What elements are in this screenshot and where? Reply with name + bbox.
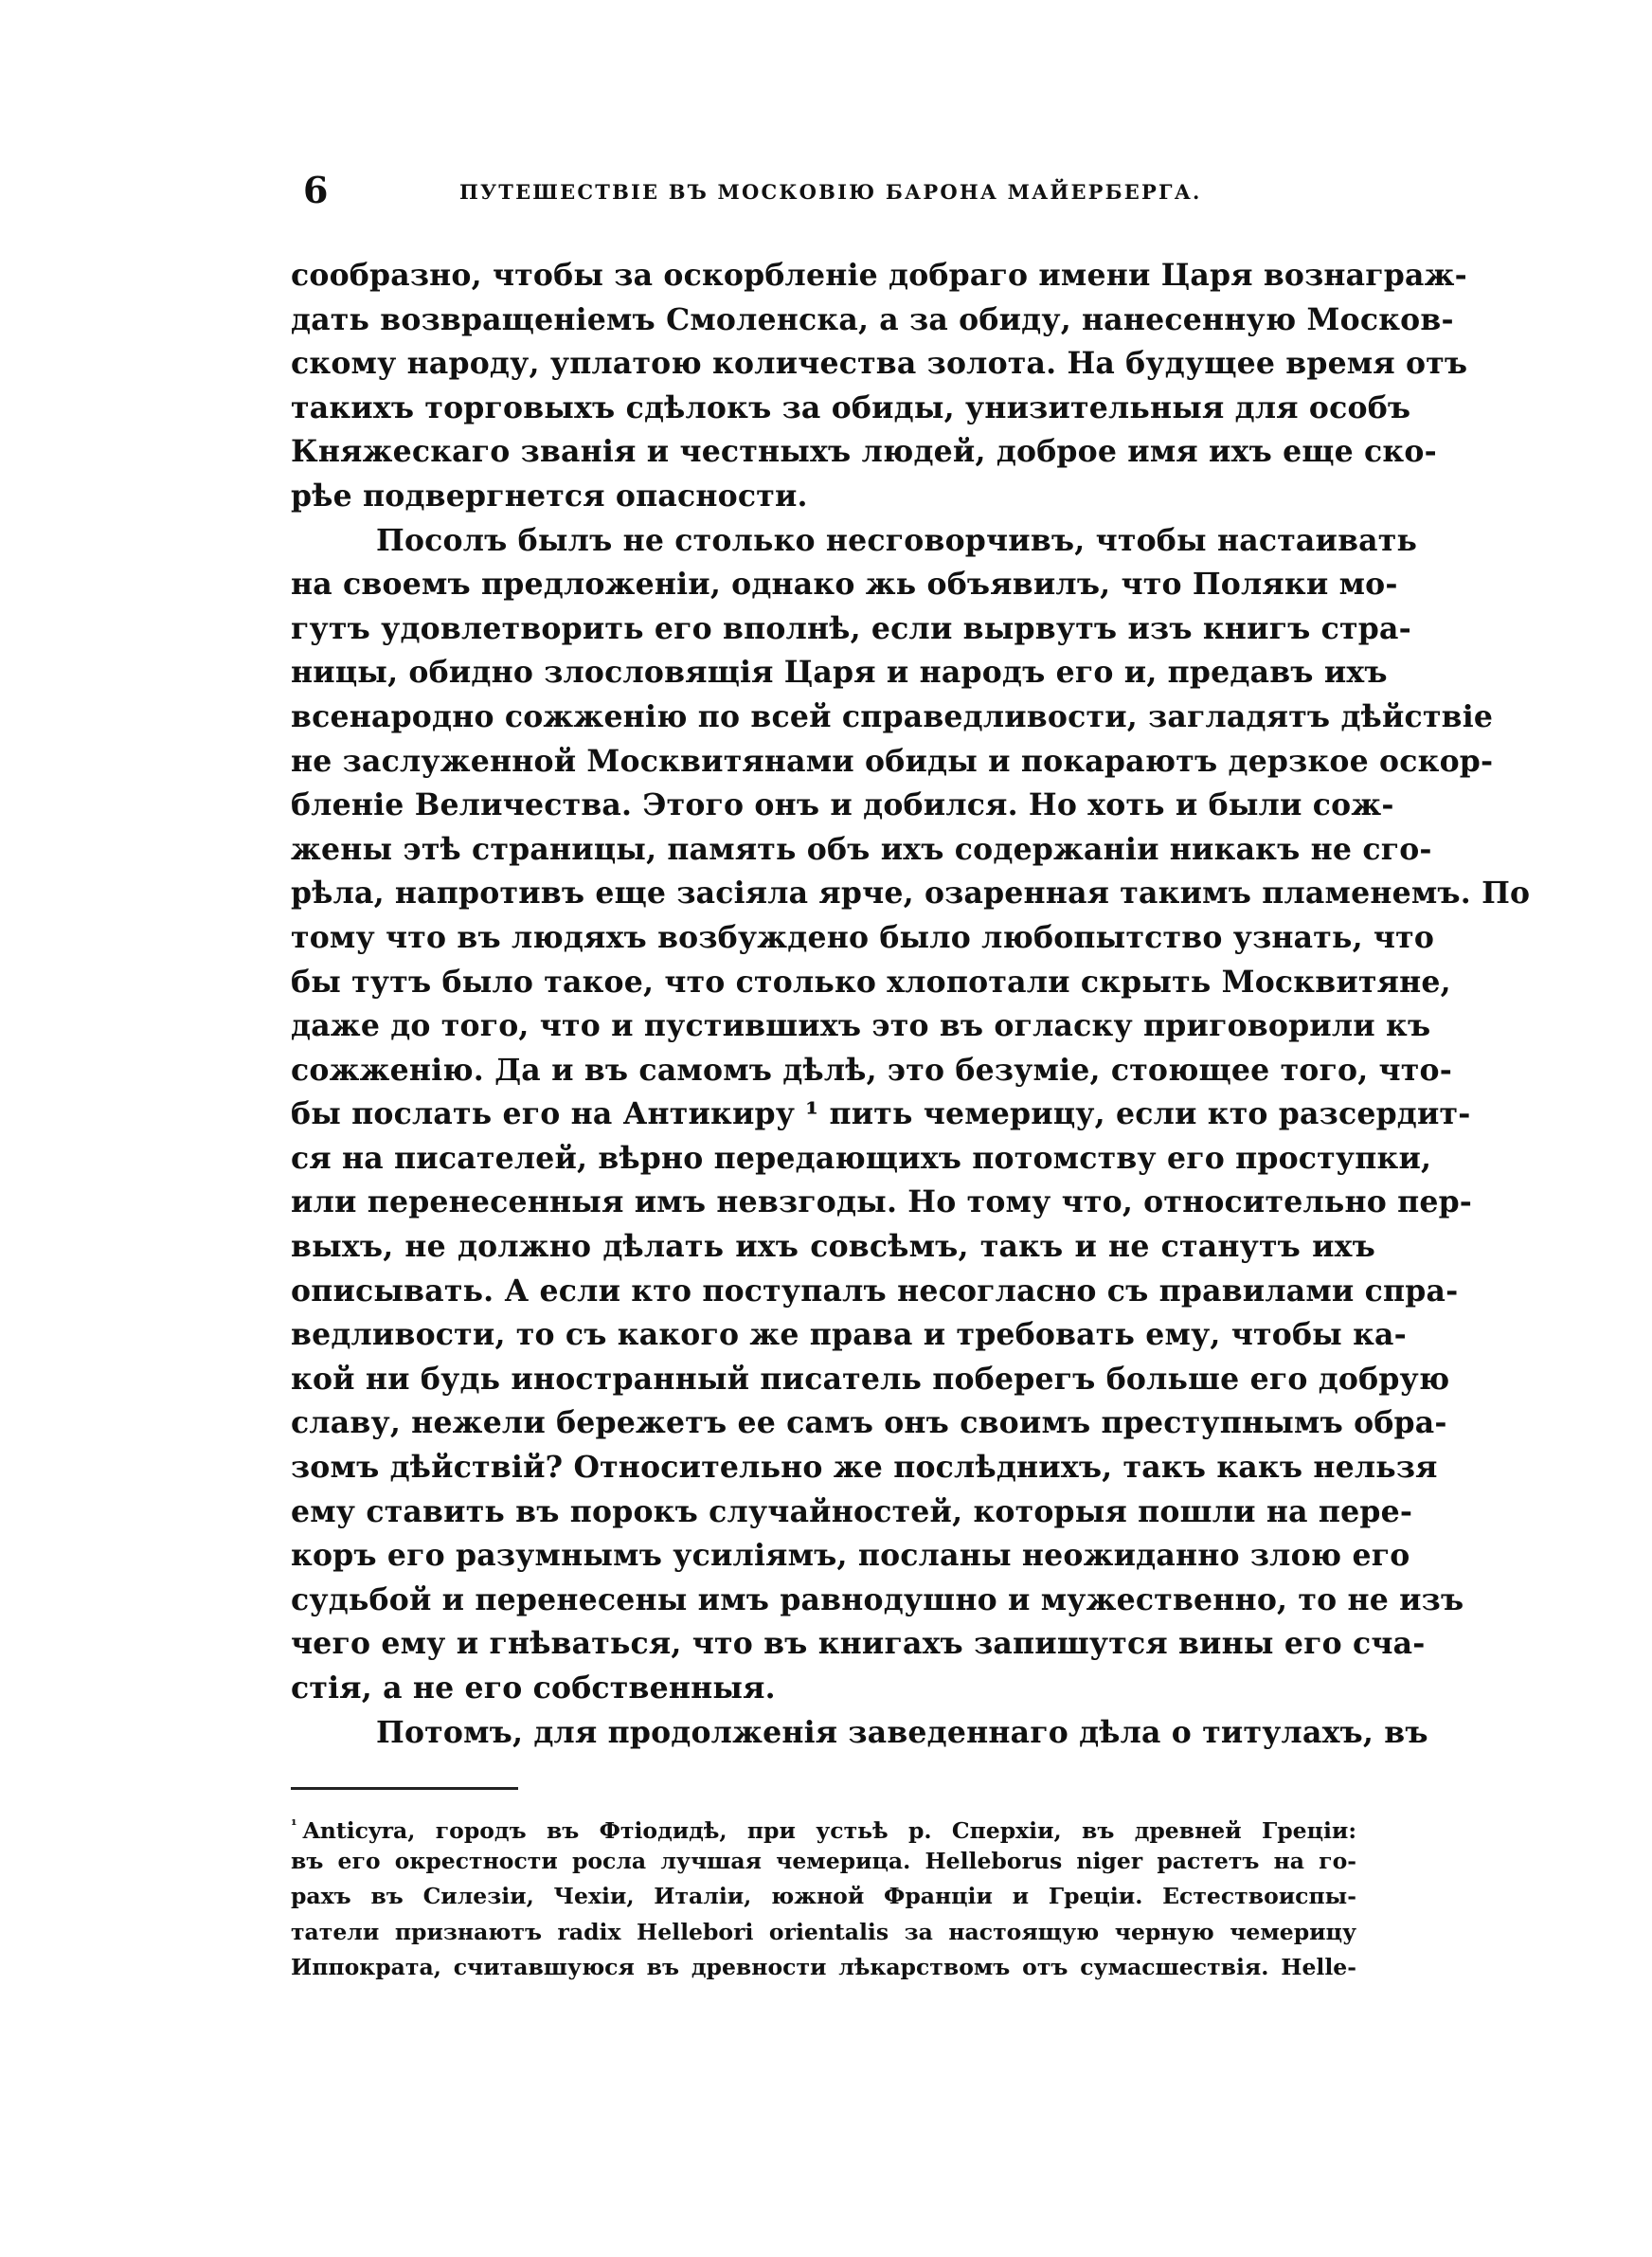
text-line: бы тутъ было такое, что столько хлопотали скрыть Москвитяне, bbox=[291, 964, 1451, 1000]
text-line: скому народу, уплатою количества золота. На будущее время отъ bbox=[291, 346, 1468, 382]
text-line: бы послать его на Антикиру ¹ пить чемерицу, если кто разсердит- bbox=[291, 1096, 1471, 1132]
footnote-line: татели признаютъ radix Hellebori orientalis за настоящую черную чемерицу bbox=[291, 1918, 1356, 1945]
text-line: зомъ дѣйствій? Относительно же послѣднихъ, такъ какъ нельзя bbox=[291, 1450, 1438, 1486]
running-title: ПУТЕШЕСТВІЕ ВЪ МОСКОВІЮ БАРОНА МАЙЕРБЕРГА. bbox=[459, 180, 1202, 204]
text-line: ведливости, то съ какого же права и требовать ему, чтобы ка- bbox=[291, 1317, 1407, 1353]
text-line: дать возвращеніемъ Смоленска, а за обиду, нанесенную Москов- bbox=[291, 301, 1454, 337]
text-line: кой ни будь иностранный писатель поберегъ больше его добрую bbox=[291, 1361, 1450, 1397]
text-line: жены этѣ страницы, память объ ихъ содержаніи никакъ не сго- bbox=[291, 831, 1432, 867]
footnote-line: рахъ въ Силезіи, Чехіи, Италіи, южной Франціи и Греціи. Естествоиспы- bbox=[291, 1883, 1356, 1909]
text-line: ся на писателей, вѣрно передающихъ потомству его проступки, bbox=[291, 1140, 1432, 1176]
text-line: описывать. А если кто поступалъ несогласно съ правилами спра- bbox=[291, 1273, 1459, 1309]
text-line: даже до того, что и пустившихъ это въ огласку приговорили къ bbox=[291, 1008, 1431, 1044]
footnote-line bbox=[291, 1808, 1356, 1844]
text-line: всенародно сожженію по всей справедливости, загладятъ дѣйствіе bbox=[291, 698, 1494, 734]
page-header bbox=[303, 169, 1369, 226]
body-text bbox=[291, 254, 1531, 1755]
text-line: сожженію. Да и въ самомъ дѣлѣ, это безуміе, стоющее того, что- bbox=[291, 1052, 1452, 1088]
text-line: славу, нежели бережетъ ее самъ онъ своимъ преступнымъ обра- bbox=[291, 1405, 1447, 1441]
text-line: такихъ торговыхъ сдѣлокъ за обиды, унизительныя для особъ bbox=[291, 389, 1411, 425]
text-line: сообразно, чтобы за оскорбленіе добраго имени Царя вознаграж- bbox=[291, 258, 1467, 293]
text-line: тому что въ людяхъ возбуждено было любопытство узнать, что bbox=[291, 919, 1435, 955]
footnote-line-text: Anticyra, городъ въ Фтіодидѣ, при устьѣ р. Сперхіи, въ древней Греціи: bbox=[302, 1816, 1356, 1844]
footnote bbox=[291, 1808, 1356, 1986]
text-line: Потомъ, для продолженія заведеннаго дѣла о титулахъ, въ bbox=[376, 1714, 1428, 1750]
text-line: коръ его разумнымъ усиліямъ, посланы неожиданно злою его bbox=[291, 1538, 1410, 1574]
footnote-separator bbox=[291, 1787, 518, 1790]
footnote-line: Иппократа, считавшуюся въ древности лѣкарствомъ отъ сумасшествія. Helle- bbox=[291, 1954, 1356, 1980]
text-line: Посолъ былъ не столько несговорчивъ, чтобы настаивать bbox=[376, 522, 1418, 558]
page-number: 6 bbox=[303, 169, 329, 211]
text-line: не заслуженной Москвитянами обиды и покараютъ дерзкое оскор- bbox=[291, 743, 1494, 779]
text-line: Княжескаго званія и честныхъ людей, доброе имя ихъ еще ско- bbox=[291, 434, 1437, 470]
text-line: гутъ удовлетворить его вполнѣ, если вырвутъ изъ книгъ стра- bbox=[291, 610, 1411, 646]
text-line: судьбой и перенесены имъ равнодушно и мужественно, то не изъ bbox=[291, 1581, 1464, 1617]
text-line: чего ему и гнѣваться, что въ книгахъ запишутся вины его сча- bbox=[291, 1626, 1426, 1662]
footnote-line: въ его окрестности росла лучшая чемерица. Helleborus niger растетъ на го- bbox=[291, 1847, 1356, 1874]
text-line: выхъ, не должно дѣлать ихъ совсѣмъ, такъ и не станутъ ихъ bbox=[291, 1229, 1375, 1265]
footnote-marker: ¹ bbox=[291, 1816, 297, 1833]
text-line: стія, а не его собственныя. bbox=[291, 1670, 776, 1706]
text-line: на своемъ предложеніи, однако жь объявилъ, что Поляки мо- bbox=[291, 567, 1398, 603]
text-line: бленіе Величества. Этого онъ и добился. Но хоть и были сож- bbox=[291, 787, 1394, 823]
text-line: или перенесенныя имъ невзгоды. Но тому что, относительно пер- bbox=[291, 1184, 1473, 1220]
text-line: ему ставить въ порокъ случайностей, которыя пошли на пере- bbox=[291, 1493, 1413, 1529]
text-line: ницы, обидно злословящія Царя и народъ его и, предавъ ихъ bbox=[291, 655, 1388, 691]
text-line: рѣла, напротивъ еще засіяла ярче, озаренная такимъ пламенемъ. По bbox=[291, 876, 1531, 912]
text-line: рѣе подвергнется опасности. bbox=[291, 478, 808, 514]
